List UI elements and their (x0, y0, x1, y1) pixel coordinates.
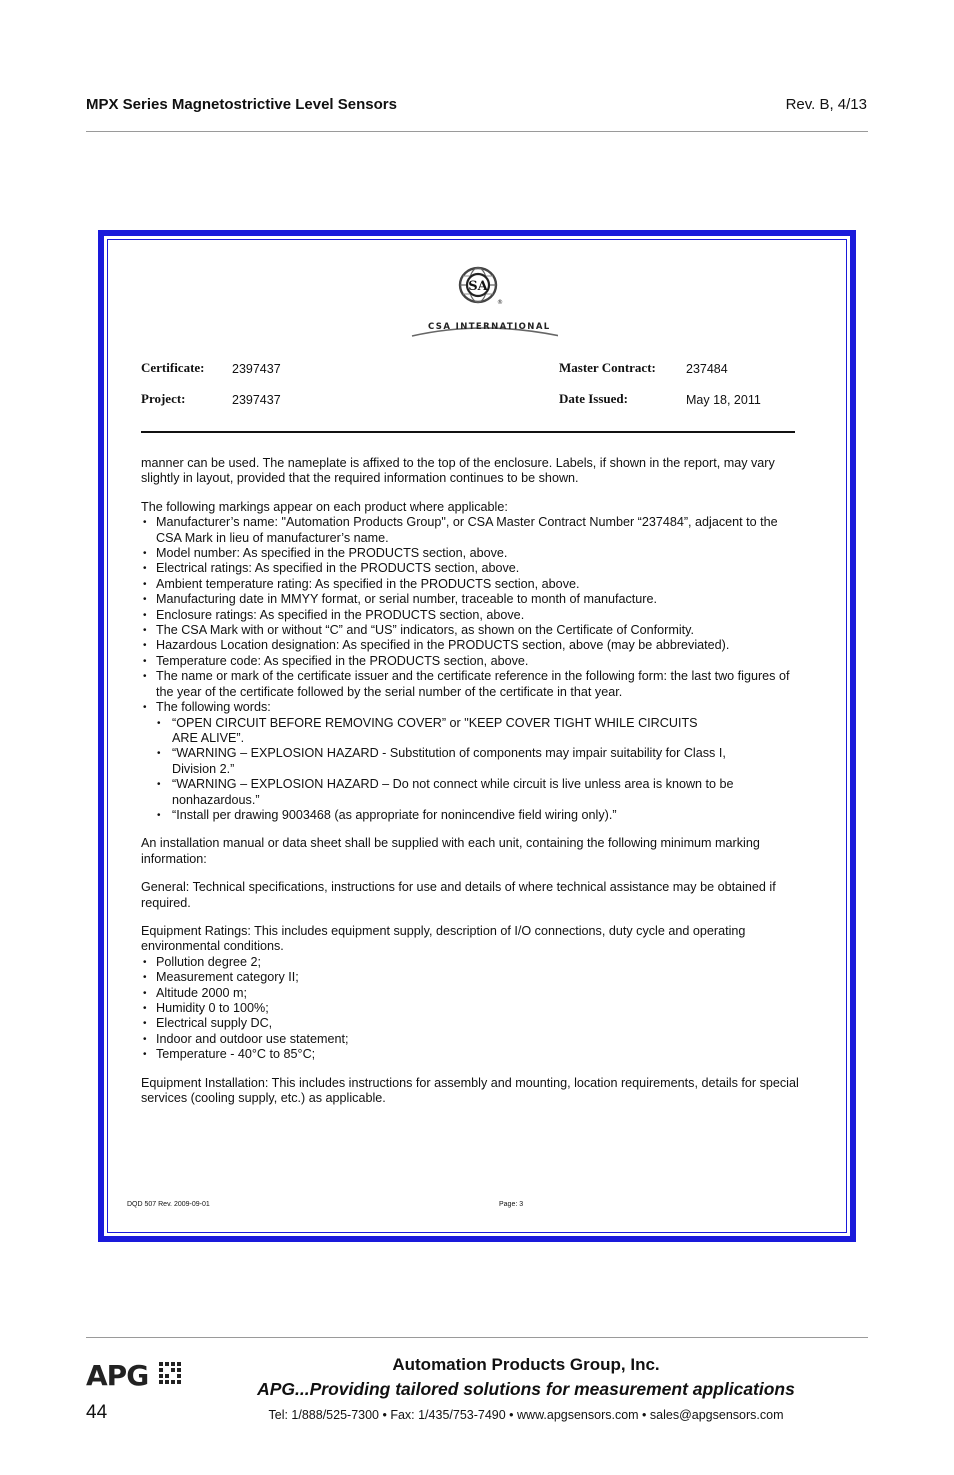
svg-text:SA: SA (468, 279, 488, 294)
list-item: • “WARNING – EXPLOSION HAZARD - Substitution of components may impair suitability for Class I, Division 2.” (141, 746, 805, 777)
form-reference: DQD 507 Rev. 2009-09-01 (127, 1201, 210, 1208)
general-paragraph: General: Technical specifications, instructions for use and details of where technical assistance may be obtained if required. (141, 880, 776, 910)
list-item: • Model number: As specified in the PRODUCTS section, above. (141, 546, 805, 561)
list-item: • Indoor and outdoor use statement; (141, 1032, 805, 1047)
company-name: Automation Products Group, Inc. (392, 1355, 660, 1374)
list-item: • Manufacturing date in MMYY format, or serial number, traceable to month of manufacture. (141, 592, 805, 607)
list-item: • The following words: (141, 700, 805, 715)
list-item: • Ambient temperature rating: As specified in the PRODUCTS section, above. (141, 577, 805, 592)
ratings-paragraph: Equipment Ratings: This includes equipment supply, description of I/O connections, duty cycle and operating environmental conditions. (141, 923, 746, 954)
certificate-header-divider (141, 431, 795, 433)
svg-text:®: ® (497, 299, 503, 306)
warning-words-list (141, 716, 805, 824)
intro-paragraph: manner can be used. The nameplate is affixed to the top of the enclosure. Labels, if shown in the report, may vary slightly in layout, provided that the required information continues to be shown. (141, 456, 775, 486)
list-item: • Humidity 0 to 100%; (141, 1001, 805, 1016)
certificate-frame (98, 230, 856, 1242)
list-item: • Altitude 2000 m; (141, 986, 805, 1001)
date-issued-label: Date Issued: (559, 391, 628, 406)
header-divider (86, 131, 868, 132)
list-item: • Electrical supply DC, (141, 1016, 805, 1031)
list-item: • Manufacturer’s name: "Automation Products Group", or CSA Master Contract Number “237484”, adjacent to the CSA Mark in lieu of manufacturer’s name. (141, 515, 805, 546)
list-item: • Electrical ratings: As specified in the PRODUCTS section, above. (141, 561, 805, 576)
master-contract-label: Master Contract: (559, 360, 656, 375)
list-item: • “OPEN CIRCUIT BEFORE REMOVING COVER” or "KEEP COVER TIGHT WHILE CIRCUITS ARE ALIVE”. (141, 716, 805, 747)
list-item: • The CSA Mark with or without “C” and “US” indicators, as shown on the Certificate of Conformity. (141, 623, 805, 638)
certificate-value: 2397437 (232, 362, 281, 376)
apg-logo (86, 1356, 186, 1392)
page-header-revision: Rev. B, 4/13 (785, 96, 867, 113)
list-item: • Measurement category II; (141, 970, 805, 985)
contact-info: Tel: 1/888/525-7300 • Fax: 1/435/753-7490 • www.apgsensors.com • sales@apgsensors.com (268, 1408, 784, 1422)
certificate-inner-frame (107, 239, 847, 1233)
markings-intro: The following markings appear on each product where applicable: (141, 499, 508, 514)
list-item: • Pollution degree 2; (141, 955, 805, 970)
project-value: 2397437 (232, 393, 281, 407)
csa-logo (408, 262, 558, 337)
apg-dot-grid-icon (159, 1362, 181, 1384)
list-item: • Enclosure ratings: As specified in the PRODUCTS section, above. (141, 608, 805, 623)
project-label: Project: (141, 391, 186, 406)
installation-paragraph: Equipment Installation: This includes instructions for assembly and mounting, location requirements, details for special services (cooling supply, etc.) as applicable. (141, 1075, 799, 1106)
list-item: • “WARNING – EXPLOSION HAZARD – Do not connect while circuit is live unless area is known to be nonhazardous.” (141, 777, 805, 808)
markings-list (141, 515, 805, 715)
certificate-page-number: Page: 3 (499, 1201, 524, 1208)
footer-divider (86, 1337, 868, 1338)
ratings-list (141, 955, 805, 1063)
certificate-body (141, 456, 805, 1106)
manual-paragraph: An installation manual or data sheet shall be supplied with each unit, containing the following minimum marking information: (141, 836, 760, 866)
list-item: • “Install per drawing 9003468 (as appropriate for nonincendive field wiring only).” (141, 808, 805, 823)
master-contract-value: 237484 (686, 362, 728, 376)
page-header-title: MPX Series Magnetostrictive Level Sensors (86, 96, 397, 113)
apg-logo-text: APG (86, 1359, 149, 1392)
list-item: • The name or mark of the certificate issuer and the certificate reference in the following form: the last two figures of the year of the certificate followed by the serial number of the certificate in that year. (141, 669, 805, 700)
date-issued-value: May 18, 2011 (686, 393, 761, 407)
company-tagline: APG...Providing tailored solutions for measurement applications (257, 1379, 795, 1399)
list-item: • Temperature code: As specified in the PRODUCTS section, above. (141, 654, 805, 669)
page-number: 44 (86, 1402, 108, 1423)
list-item: • Hazardous Location designation: As specified in the PRODUCTS section, above (may be abbreviated). (141, 638, 805, 653)
certificate-label: Certificate: (141, 360, 205, 375)
csa-logo-text: CSA INTERNATIONAL (428, 322, 551, 332)
list-item: • Temperature - 40°C to 85°C; (141, 1047, 805, 1062)
